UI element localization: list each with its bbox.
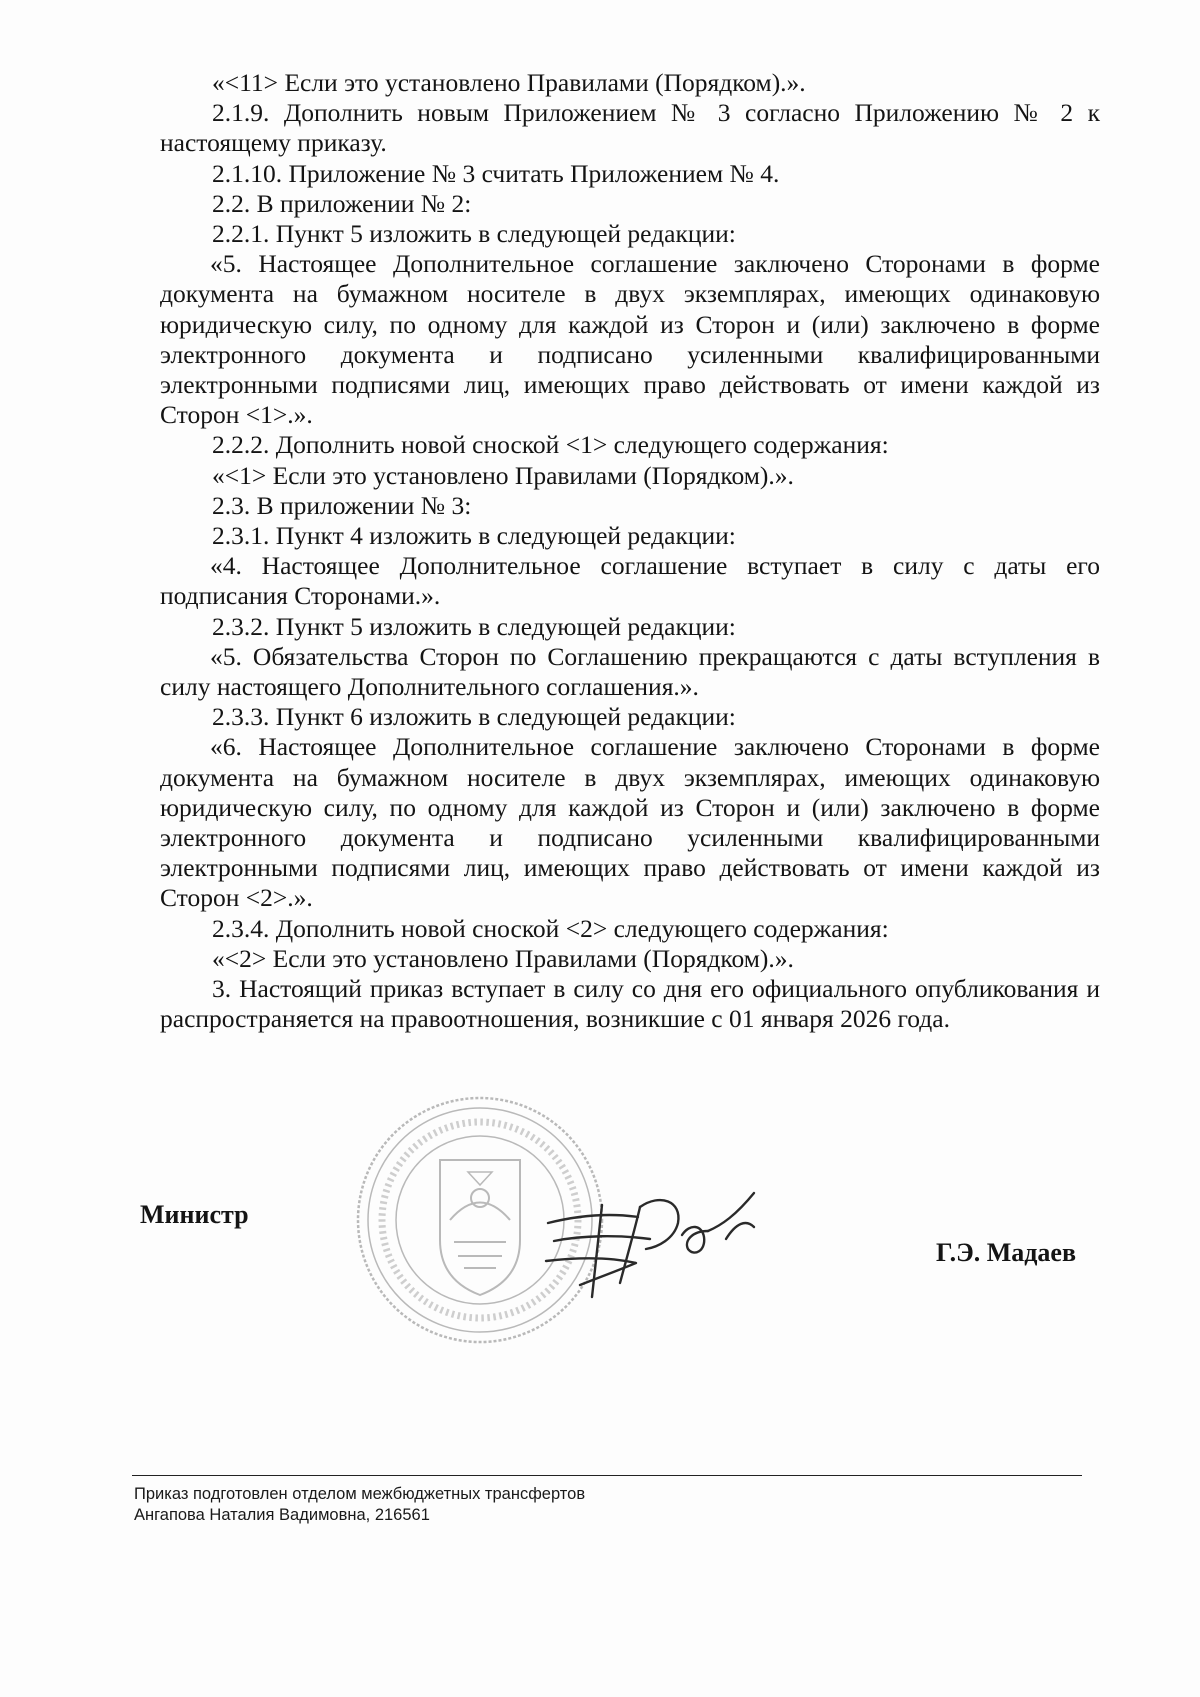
paragraph-2-3-2: 2.3.2. Пункт 5 изложить в следующей редакции: <box>212 611 736 641</box>
paragraph-clause-5-appendix-2: «5. Настоящее Дополнительное соглашение заключено Сторонами в форме документа на бумажном носителе в двух экземплярах, имеющих одинаковую юридическую силу, по одному для каждой из Сторон и (или) заключено в форме электронного документа и подписано усиленными квалифицированными электронными подписями лиц, имеющих право действовать от имени каждой из Сторон <1>.». <box>160 249 1100 430</box>
paragraph-2-3-1: 2.3.1. Пункт 4 изложить в следующей редакции: <box>212 521 736 551</box>
handwritten-signature <box>540 1165 800 1305</box>
paragraph-2-1-10: 2.1.10. Приложение № 3 считать Приложением № 4. <box>212 158 780 188</box>
paragraph-3-effective-date: 3. Настоящий приказ вступает в силу со дня его официального опубликования и распространяется на правоотношения, возникшие с 01 января 2026 года. <box>160 974 1100 1034</box>
paragraph-2-2: 2.2. В приложении № 2: <box>212 188 472 218</box>
footer-contact: Ангапова Наталия Вадимовна, 216561 <box>134 1506 430 1524</box>
paragraph-2-1-9: 2.1.9. Дополнить новым Приложением № 3 согласно Приложению № 2 к настоящему приказу. <box>160 98 1100 158</box>
footer-note <box>134 1484 585 1526</box>
paragraph-footnote-1: «<1> Если это установлено Правилами (Порядком).». <box>212 460 794 490</box>
paragraph-footnote-11: «<11> Если это установлено Правилами (Порядком).». <box>212 68 806 97</box>
footer-prepared-by: Приказ подготовлен отделом межбюджетных трансфертов <box>134 1485 586 1503</box>
paragraph-2-3-3: 2.3.3. Пункт 6 изложить в следующей редакции: <box>212 702 736 732</box>
paragraph-2-3: 2.3. В приложении № 3: <box>212 490 472 520</box>
paragraph-footnote-2: «<2> Если это установлено Правилами (Порядком).». <box>212 943 794 973</box>
paragraph-2-3-4: 2.3.4. Дополнить новой сноской <2> следующего содержания: <box>212 913 889 943</box>
paragraph-clause-4-appendix-3: «4. Настоящее Дополнительное соглашение вступает в силу с даты его подписания Сторонами.». <box>160 551 1100 611</box>
signatory-name: Г.Э. Мадаев <box>935 1238 1076 1267</box>
order-body-text <box>160 68 1100 1035</box>
signatory-title: Министр <box>140 1200 249 1229</box>
footer-divider <box>132 1475 1082 1476</box>
paragraph-2-2-1: 2.2.1. Пункт 5 изложить в следующей редакции: <box>212 219 736 249</box>
signature-block <box>140 1090 1100 1350</box>
paragraph-2-2-2: 2.2.2. Дополнить новой сноской <1> следующего содержания: <box>212 430 889 460</box>
paragraph-clause-6-appendix-3: «6. Настоящее Дополнительное соглашение заключено Сторонами в форме документа на бумажном носителе в двух экземплярах, имеющих одинаковую юридическую силу, по одному для каждой из Сторон и (или) заключено в форме электронного документа и подписано усиленными квалифицированными электронными подписями лиц, имеющих право действовать от имени каждой из Сторон <2>.». <box>160 732 1100 913</box>
paragraph-clause-5-appendix-3: «5. Обязательства Сторон по Соглашению прекращаются с даты вступления в силу настоящего Дополнительного соглашения.». <box>160 641 1100 702</box>
